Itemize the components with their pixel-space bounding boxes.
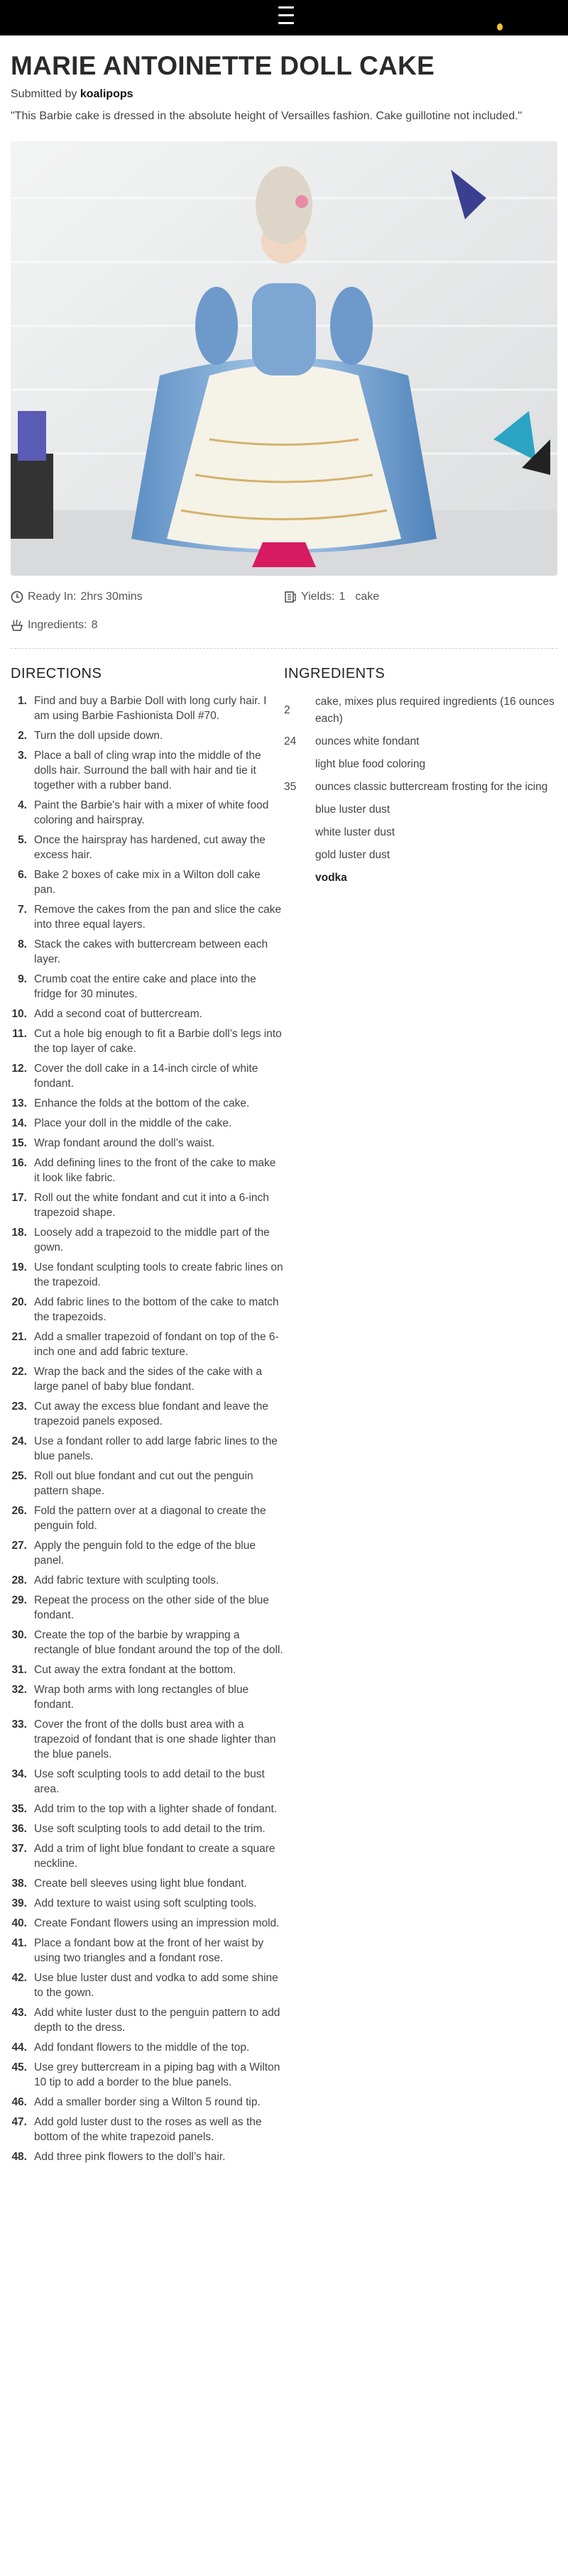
step-number: 32. xyxy=(11,1684,27,1696)
step-number: 29. xyxy=(11,1594,27,1606)
direction-step xyxy=(11,1662,284,1677)
directions-section xyxy=(11,666,284,2169)
direction-step xyxy=(11,1971,284,2000)
step-text: Remove the cakes from the pan and slice the cake into three equal layers. xyxy=(34,904,282,931)
direction-step xyxy=(11,798,284,828)
direction-step xyxy=(11,1469,284,1498)
step-number: 6. xyxy=(18,869,27,881)
step-number: 39. xyxy=(11,1897,27,1909)
direction-step xyxy=(11,1190,284,1220)
direction-step xyxy=(11,1841,284,1871)
step-number: 23. xyxy=(11,1401,27,1413)
ingredient-item xyxy=(284,756,557,773)
step-text: Repeat the process on the other side of the blue fondant. xyxy=(34,1594,269,1621)
step-text: Paint the Barbie's hair with a mixer of white food coloring and hairspray. xyxy=(34,799,269,826)
step-text: Cover the doll cake in a 14-inch circle of white fondant. xyxy=(34,1063,258,1090)
direction-step xyxy=(11,1538,284,1568)
direction-step xyxy=(11,1916,284,1931)
step-number: 38. xyxy=(11,1878,27,1890)
direction-step xyxy=(11,1295,284,1325)
ingredients-bowl-icon xyxy=(11,619,23,632)
step-text: Roll out the white fondant and cut it into a 6-inch trapezoid shape. xyxy=(34,1192,269,1219)
step-text: Use soft sculpting tools to add detail to the trim. xyxy=(34,1823,266,1835)
step-number: 11. xyxy=(12,1028,27,1040)
step-text: Create the top of the barbie by wrapping a rectangle of blue fondant around the top of the doll. xyxy=(34,1629,283,1656)
ingredient-item xyxy=(284,733,557,750)
direction-step xyxy=(11,2115,284,2144)
direction-step xyxy=(11,902,284,932)
step-text: Create Fondant flowers using an impression mold. xyxy=(34,1917,280,1929)
step-number: 45. xyxy=(11,2061,27,2073)
step-text: Loosely add a trapezoid to the middle part of the gown. xyxy=(34,1227,270,1254)
step-number: 16. xyxy=(11,1157,27,1169)
direction-step xyxy=(11,1364,284,1394)
page-title: MARIE ANTOINETTE DOLL CAKE xyxy=(11,51,435,80)
step-text: Wrap fondant around the doll’s waist. xyxy=(34,1137,215,1149)
ingredients-value: 8 xyxy=(91,619,98,631)
direction-step xyxy=(11,2060,284,2090)
step-number: 43. xyxy=(11,2007,27,2019)
ingredients-section xyxy=(284,666,557,2169)
direction-step xyxy=(11,1260,284,1290)
step-text: Enhance the folds at the bottom of the cake. xyxy=(34,1097,250,1109)
step-text: Place a ball of cling wrap into the middle of the dolls hair. Surround the ball with hair and tie it together with a rubber band. xyxy=(34,750,261,791)
step-number: 48. xyxy=(11,2151,27,2163)
step-text: Create bell sleeves using light blue fondant. xyxy=(34,1878,247,1890)
step-number: 47. xyxy=(11,2116,27,2128)
step-text: Turn the doll upside down. xyxy=(34,730,163,742)
yields-unit: cake xyxy=(355,591,380,603)
ingredient-text: gold luster dust xyxy=(315,849,390,861)
ingredient-item xyxy=(284,847,557,864)
ingredient-item xyxy=(284,779,557,796)
step-text: Add fabric texture with sculpting tools. xyxy=(34,1574,219,1586)
ingredient-quantity: 2 xyxy=(284,704,290,716)
ingredient-count xyxy=(11,611,284,640)
step-number: 31. xyxy=(11,1664,27,1676)
top-nav-bar xyxy=(0,0,568,35)
submitted-by-label: Submitted by xyxy=(11,88,80,100)
step-text: Add a trim of light blue fondant to create a square neckline. xyxy=(34,1843,275,1870)
step-number: 18. xyxy=(11,1227,27,1239)
ingredient-item xyxy=(284,801,557,818)
ready-value: 2hrs 30mins xyxy=(80,591,143,603)
step-text: Wrap the back and the sides of the cake with a large panel of baby blue fondant. xyxy=(34,1366,263,1393)
direction-step xyxy=(11,867,284,897)
direction-step xyxy=(11,1007,284,1021)
step-text: Use fondant sculpting tools to create fabric lines on the trapezoid. xyxy=(34,1261,283,1288)
step-text: Cut away the extra fondant at the bottom. xyxy=(34,1664,236,1676)
direction-step xyxy=(11,1399,284,1429)
direction-step xyxy=(11,1573,284,1588)
yields-label: Yields: xyxy=(301,591,335,603)
recipe-card-icon xyxy=(284,591,297,603)
step-number: 17. xyxy=(11,1192,27,1204)
ingredient-text: ounces classic buttercream frosting for the icing xyxy=(315,781,548,793)
direction-step xyxy=(11,1821,284,1836)
ingredients-label: Ingredients: xyxy=(28,619,87,631)
direction-step xyxy=(11,2040,284,2055)
direction-step xyxy=(11,1096,284,1111)
ingredient-text: blue luster dust xyxy=(315,804,390,816)
direction-step xyxy=(11,1593,284,1623)
ingredient-text: vodka xyxy=(315,872,347,884)
step-text: Add a smaller trapezoid of fondant on top of the 6-inch one and add fabric texture. xyxy=(34,1331,279,1358)
ingredient-text: white luster dust xyxy=(315,826,395,838)
direction-step xyxy=(11,833,284,862)
step-text: Bake 2 boxes of cake mix in a Wilton doll cake pan. xyxy=(34,869,261,896)
ingredient-text: ounces white fondant xyxy=(315,735,420,747)
direction-step xyxy=(11,2005,284,2035)
step-number: 24. xyxy=(11,1435,27,1447)
step-number: 37. xyxy=(11,1843,27,1855)
step-number: 19. xyxy=(11,1261,27,1273)
yields-value: 1 xyxy=(339,591,346,603)
ready-label: Ready In: xyxy=(28,591,77,603)
step-number: 28. xyxy=(11,1574,27,1586)
direction-step xyxy=(11,1717,284,1762)
step-text: Use soft sculpting tools to add detail to the bust area. xyxy=(34,1768,265,1795)
step-number: 42. xyxy=(11,1972,27,1984)
author-link[interactable]: koalipops xyxy=(80,88,133,100)
ready-in xyxy=(11,583,284,611)
directions-list xyxy=(11,694,284,2164)
direction-step xyxy=(11,1936,284,1966)
direction-step xyxy=(11,1896,284,1911)
notification-dot xyxy=(497,23,503,31)
step-number: 27. xyxy=(11,1540,27,1552)
direction-step xyxy=(11,748,284,793)
step-number: 25. xyxy=(11,1470,27,1482)
step-text: Fold the pattern over at a diagonal to create the penguin fold. xyxy=(34,1505,266,1532)
direction-step xyxy=(11,972,284,1002)
step-number: 3. xyxy=(18,750,27,762)
ingredients-list xyxy=(284,694,557,887)
step-number: 30. xyxy=(11,1629,27,1641)
direction-step xyxy=(11,1116,284,1131)
direction-step xyxy=(11,728,284,743)
step-number: 22. xyxy=(11,1366,27,1378)
step-number: 14. xyxy=(11,1117,27,1129)
direction-step xyxy=(11,1156,284,1185)
recipe-meta xyxy=(11,583,557,640)
ingredient-text: cake, mixes plus required ingredients (16 ounces each) xyxy=(315,696,555,725)
direction-step xyxy=(11,1136,284,1151)
step-text: Add fabric lines to the bottom of the cake to match the trapezoids. xyxy=(34,1296,279,1323)
step-text: Add fondant flowers to the middle of the top. xyxy=(34,2041,250,2054)
step-number: 21. xyxy=(11,1331,27,1343)
yields xyxy=(284,583,557,611)
step-number: 41. xyxy=(11,1937,27,1949)
step-text: Add white luster dust to the penguin pattern to add depth to the dress. xyxy=(34,2007,280,2034)
step-text: Add a smaller border sing a Wilton 5 round tip. xyxy=(34,2096,261,2108)
step-number: 2. xyxy=(18,730,27,742)
direction-step xyxy=(11,694,284,723)
step-number: 44. xyxy=(11,2041,27,2054)
direction-step xyxy=(11,1802,284,1816)
step-number: 33. xyxy=(11,1719,27,1731)
direction-step xyxy=(11,1682,284,1712)
step-number: 5. xyxy=(18,834,27,846)
direction-step xyxy=(11,1225,284,1255)
ingredient-quantity: 24 xyxy=(284,735,297,747)
direction-step xyxy=(11,1503,284,1533)
step-number: 35. xyxy=(11,1803,27,1815)
direction-step xyxy=(11,1434,284,1464)
step-number: 40. xyxy=(11,1917,27,1929)
step-number: 9. xyxy=(18,973,27,985)
step-text: Cut away the excess blue fondant and leave the trapezoid panels exposed. xyxy=(34,1401,269,1427)
ingredients-heading: INGREDIENTS xyxy=(284,666,386,681)
step-number: 8. xyxy=(18,938,27,950)
step-text: Add defining lines to the front of the cake to make it look like fabric. xyxy=(34,1157,276,1184)
divider xyxy=(11,648,557,649)
step-number: 10. xyxy=(11,1008,27,1020)
clock-icon xyxy=(11,591,23,603)
direction-step xyxy=(11,937,284,967)
step-text: Cover the front of the dolls bust area with a trapezoid of fondant that is one shade lighter than the blue panels. xyxy=(34,1719,276,1760)
step-text: Place a fondant bow at the front of her waist by using two triangles and a fondant rose. xyxy=(34,1937,264,1964)
ingredient-text: light blue food coloring xyxy=(315,758,426,770)
direction-step xyxy=(11,1876,284,1891)
step-text: Use grey buttercream in a piping bag with a Wilton 10 tip to add a border to the blue panels. xyxy=(34,2061,280,2088)
step-text: Place your doll in the middle of the cake. xyxy=(34,1117,232,1129)
step-text: Use blue luster dust and vodka to add some shine to the gown. xyxy=(34,1972,278,1999)
step-text: Wrap both arms with long rectangles of blue fondant. xyxy=(34,1684,249,1711)
step-text: Stack the cakes with buttercream between each layer. xyxy=(34,938,268,965)
direction-step xyxy=(11,2149,284,2164)
step-number: 26. xyxy=(11,1505,27,1517)
ingredient-item xyxy=(284,694,557,728)
direction-step xyxy=(11,1330,284,1359)
direction-step xyxy=(11,2095,284,2110)
ingredient-item xyxy=(284,824,557,841)
step-number: 34. xyxy=(11,1768,27,1780)
step-number: 15. xyxy=(11,1137,27,1149)
direction-step xyxy=(11,1767,284,1797)
byline xyxy=(11,88,557,101)
step-text: Crumb coat the entire cake and place into the fridge for 30 minutes. xyxy=(34,973,256,1000)
recipe-photo xyxy=(11,141,557,576)
ingredient-quantity: 35 xyxy=(284,781,297,793)
directions-heading: DIRECTIONS xyxy=(11,666,102,681)
step-text: Roll out blue fondant and cut out the penguin pattern shape. xyxy=(34,1470,253,1497)
step-text: Add texture to waist using soft sculpting tools. xyxy=(34,1897,257,1909)
step-text: Add a second coat of buttercream. xyxy=(34,1008,202,1020)
step-text: Find and buy a Barbie Doll with long curly hair. I am using Barbie Fashionista Doll #70. xyxy=(34,695,267,722)
direction-step xyxy=(11,1061,284,1091)
step-number: 12. xyxy=(11,1063,27,1075)
direction-step xyxy=(11,1628,284,1657)
step-number: 36. xyxy=(11,1823,27,1835)
direction-step xyxy=(11,1026,284,1056)
hamburger-icon[interactable] xyxy=(278,6,294,26)
step-number: 4. xyxy=(18,799,27,811)
step-number: 46. xyxy=(11,2096,27,2108)
ingredient-item xyxy=(284,870,557,887)
step-number: 20. xyxy=(11,1296,27,1308)
step-text: Once the hairspray has hardened, cut away the excess hair. xyxy=(34,834,266,861)
step-text: Add gold luster dust to the roses as well as the bottom of the white trapezoid panels. xyxy=(34,2116,262,2143)
step-text: Apply the penguin fold to the edge of the blue panel. xyxy=(34,1540,256,1567)
recipe-description: "This Barbie cake is dressed in the absolute height of Versailles fashion. Cake guillotine not included." xyxy=(11,110,523,122)
step-number: 13. xyxy=(11,1097,27,1109)
step-text: Cut a hole big enough to fit a Barbie doll’s legs into the top layer of cake. xyxy=(34,1028,282,1055)
step-number: 1. xyxy=(18,695,27,707)
step-text: Use a fondant roller to add large fabric lines to the blue panels. xyxy=(34,1435,278,1462)
step-text: Add trim to the top with a lighter shade of fondant. xyxy=(34,1803,278,1815)
step-number: 7. xyxy=(18,904,27,916)
step-text: Add three pink flowers to the doll’s hair. xyxy=(34,2151,226,2163)
